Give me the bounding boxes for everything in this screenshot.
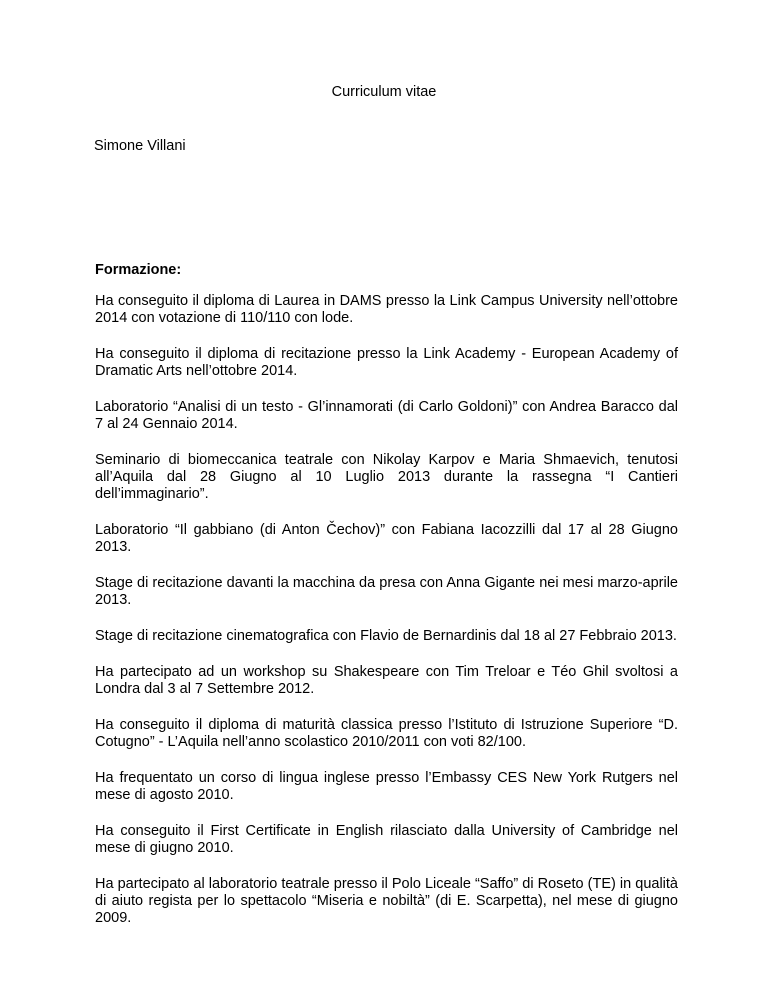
formazione-entry: Ha partecipato ad un workshop su Shakespeare con Tim Treloar e Téo Ghil svoltosi a Londra dal 3 al 7 Settembre 2012. [95,664,678,697]
formazione-entry: Stage di recitazione cinematografica con Flavio de Bernardinis dal 18 al 27 Febbraio 2013. [95,628,677,644]
formazione-entry: Ha conseguito il diploma di maturità classica presso l’Istituto di Istruzione Superiore “D. Cotugno” - L’Aquila nell’anno scolastico 2010/2011 con voti 82/100. [95,717,678,750]
formazione-entry: Seminario di biomeccanica teatrale con Nikolay Karpov e Maria Shmaevich, tenutosi all’Aquila dal 28 Giugno al 10 Luglio 2013 durante la rassegna “I Cantieri dell’immaginario”. [95,452,678,502]
formazione-entry: Ha partecipato al laboratorio teatrale presso il Polo Liceale “Saffo” di Roseto (TE) in qualità di aiuto regista per lo spettacolo “Miseria e nobiltà” (di E. Scarpetta), nel mese di giugno 2009. [95,876,678,926]
formazione-entry: Ha conseguito il First Certificate in English rilasciato dalla University of Cambridge nel mese di giugno 2010. [95,823,678,856]
section-heading-formazione: Formazione: [95,262,182,278]
formazione-entry: Ha conseguito il diploma di Laurea in DAMS presso la Link Campus University nell’ottobre 2014 con votazione di 110/110 con lode. [95,293,678,326]
formazione-entry: Ha conseguito il diploma di recitazione presso la Link Academy - European Academy of Dramatic Arts nell’ottobre 2014. [95,346,678,379]
formazione-entry: Laboratorio “Il gabbiano (di Anton Čechov)” con Fabiana Iacozzilli dal 17 al 28 Giugno 2013. [95,522,678,555]
author-name: Simone Villani [94,138,186,154]
formazione-list [95,293,678,946]
formazione-entry: Ha frequentato un corso di lingua inglese presso l’Embassy CES New York Rutgers nel mese di agosto 2010. [95,770,678,803]
formazione-entry: Stage di recitazione davanti la macchina da presa con Anna Gigante nei mesi marzo-aprile 2013. [95,575,678,608]
document-title: Curriculum vitae [331,84,437,100]
formazione-entry: Laboratorio “Analisi di un testo - Gl’innamorati (di Carlo Goldoni)” con Andrea Baracco dal 7 al 24 Gennaio 2014. [95,399,678,432]
